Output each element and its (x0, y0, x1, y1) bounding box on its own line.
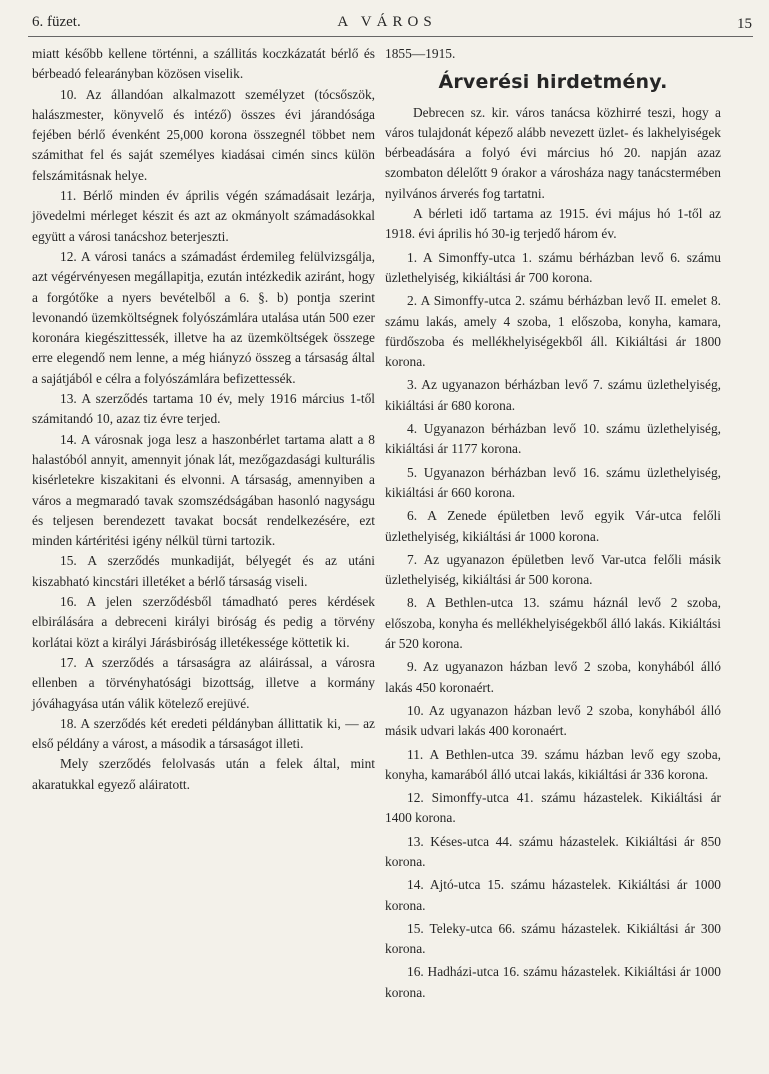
auction-item: 11. A Bethlen-utca 39. számu házban levő egy szoba, konyha, kamarából álló utcai lakás, kikiáltási ár 336 korona. (385, 746, 721, 782)
contract-paragraph: 18. A szerződés két eredeti példányban állittatik ki, — az első példány a várost, a második a társaságot illeti. (32, 715, 375, 752)
contract-paragraph: 17. A szerződés a társaságra az aláirással, a városra ellenben a törvényhatósági bizottság, illetve a kormány jóváhagyása után válik kötelező erejüvé. (32, 654, 375, 711)
auction-item: 4. Ugyanazon bérházban levő 10. számu üzlethelyiség, kikiáltási ár 1177 korona. (385, 421, 721, 457)
auction-item: 5. Ugyanazon bérházban levő 16. számu üzlethelyiség, kikiáltási ár 660 korona. (385, 464, 721, 500)
auction-item: 14. Ajtó-utca 15. számu házastelek. Kikiáltási ár 1000 korona. (385, 877, 721, 913)
left-column (32, 44, 375, 795)
notice-term: A bérleti idő tartama az 1915. évi május hó 1-től az 1918. évi április hó 30-ig terjedő három év. (385, 206, 721, 242)
auction-item: 3. Az ugyanazon bérházban levő 7. számu üzlethelyiség, kikiáltási ár 680 korona. (385, 377, 721, 413)
page-number: 15 (737, 16, 752, 32)
contract-paragraph: 11. Bérlő minden év április végén számadásait lezárja, jövedelmi mérleget készit és azt az okmányolt számadásokkal együtt a városi tanácshoz beterjeszti. (32, 188, 375, 244)
contract-paragraph: 13. A szerződés tartama 10 év, mely 1916 március 1-től számitandó 10, azaz tiz évre terjed. (32, 391, 375, 427)
auction-item: 1. A Simonffy-utca 1. számu bérházban levő 6. számu üzlethelyiség, kikiáltási ár 700 korona. (385, 249, 721, 285)
issue-label: 6. füzet. (32, 14, 81, 30)
auction-item: 8. A Bethlen-utca 13. számu háznál levő 2 szoba, előszoba, konyha és mellékhelyiségekből álló lakás. Kikiáltási ár 520 korona. (385, 595, 721, 652)
auction-item: 10. Az ugyanazon házban levő 2 szoba, konyhából álló másik udvari lakás 400 koronaért. (385, 702, 721, 739)
publication-title: A VÁROS (337, 14, 437, 30)
header-rule (28, 36, 753, 37)
contract-paragraph: Mely szerződés felolvasás után a felek által, mint akaratukkal egyező aláiratott. (32, 756, 375, 792)
contract-paragraph: miatt később kellene történni, a szállitás koczkázatát bérlő és bérbeadó felearányban közösen viselik. (32, 46, 375, 82)
right-column (385, 44, 721, 1006)
auction-item: 15. Teleky-utca 66. számu házastelek. Kikiáltási ár 300 korona. (385, 920, 721, 957)
auction-item: 9. Az ugyanazon házban levő 2 szoba, konyhából álló lakás 450 koronaért. (385, 659, 721, 695)
auction-item: 16. Hadházi-utca 16. számu házastelek. Kikiáltási ár 1000 korona. (385, 964, 721, 1000)
contract-paragraph: 15. A szerződés munkadiját, bélyegét és az utáni kiszabható kincstári illetéket a bérlő társaság viseli. (32, 553, 375, 589)
auction-item: 2. A Simonffy-utca 2. számu bérházban levő II. emelet 8. számu lakás, amely 4 szoba, 1 előszoba, konyha, kamara, fürdőszoba és mellékhelyiségekből áll. Kikiáltási ár 1800 korona. (385, 293, 721, 370)
auction-item: 6. A Zenede épületben levő egyik Vár-utca felőli üzlethelyiség, kikiáltási ár 1000 korona. (385, 508, 721, 544)
contract-paragraph: 14. A városnak joga lesz a haszonbérlet tartama alatt a 8 halastóból annyit, amennyit jónak lát, mezőgazdasági kulturális kisérletekre kiszakitani és elvonni. A társaság, amennyiben a város a megmaradó tavak szomszédságában hasonló nagyságu és teljesen berendezett tavakat bocsát rendelkezésére, ezt minden kártéritési igény nélkül türni tartozik. (32, 431, 375, 549)
notice-title: Árverési hirdetmény. (438, 71, 668, 94)
auction-item: 7. Az ugyanazon épületben levő Var-utca felőli másik üzlethelyiség, kikiáltási ár 500 korona. (385, 551, 721, 588)
auction-item: 12. Simonffy-utca 41. számu házastelek. Kikiáltási ár 1400 korona. (385, 790, 721, 826)
auction-item: 13. Késes-utca 44. számu házastelek. Kikiáltási ár 850 korona. (385, 833, 721, 869)
contract-paragraph: 10. Az állandóan alkalmazott személyzet (tócsőszök, halászmester, könyvelő és intéző) összes évi járandósága fejében bérlő évenként 25,000 korona összegnél többet nem számithat fel és saját személyes kiadásai cimén sincs külön felszámitásnak helye. (32, 86, 375, 183)
contract-paragraph: 12. A városi tanács a számadást érdemileg felülvizsgálja, azt végérvényesen megállapitja, ezután intézkedik aziránt, hogy a forgótőke a nyers bevételből a 6. §. b) pontja szerint levonandó üzemköltségnek folyószámlára utalása után 500 ezer koronára kiegészittessék, illetve ha az üzemköltségek összege erre elegendő nem lenne, a még hiányzó összeg a társaság által a sajátjából e célra a folyószámlára befizettessék. (32, 248, 375, 386)
notice-intro: Debrecen sz. kir. város tanácsa közhirré teszi, hogy a város tulajdonát képező alább nevezett üzlet- és lakhelyiségek bérbeadására a folyó évi március hó 20. napján azaz szombaton délelőtt 9 órakor a városháza nagy tanácstermében nyilvános árverés fog tartatni. (385, 104, 721, 201)
years-line: 1855—1915. (385, 46, 456, 61)
page-header (32, 14, 752, 38)
contract-paragraph: 16. A jelen szerződésből támadható peres kérdések elbirálására a debreceni királyi biróság és pedig a törvény korlátai közt a királyi Járásbiróság illetékessége köttetik ki. (32, 594, 375, 650)
